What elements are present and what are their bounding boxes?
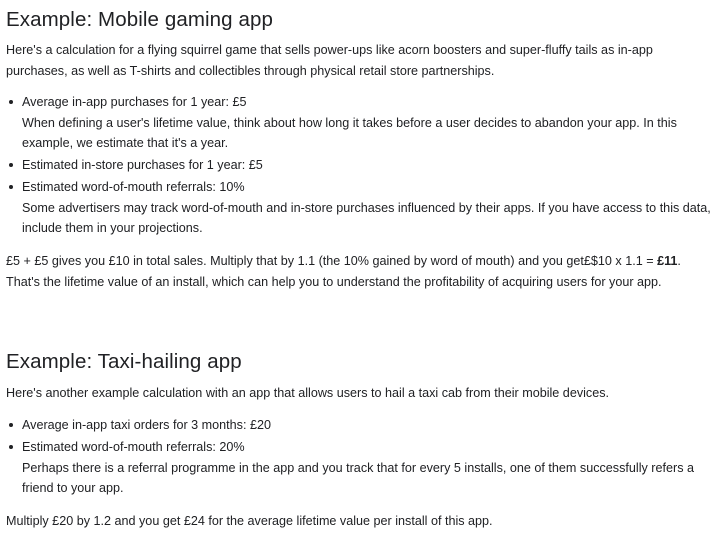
section-heading-mobile-gaming: Example: Mobile gaming app xyxy=(6,8,273,31)
section-intro-paragraph: Here's a calculation for a flying squirrel game that sells power-ups like acorn boosters and super-fluffy tails as in-app purchases, as well as T-shirts and collectibles through physical retail store partnerships. xyxy=(6,43,653,78)
summary-paragraph: Multiply £20 by 1.2 and you get £24 for the average lifetime value per install of this app. xyxy=(6,514,493,528)
summary-text: £5 + £5 gives you £10 in total sales. Multiply that by 1.1 (the 10% gained by word of mouth) and you get£$10 x 1.1 = xyxy=(6,254,658,268)
summary-paragraph xyxy=(6,251,716,292)
list-item-label: Estimated word-of-mouth referrals: 10% xyxy=(22,180,245,194)
section-heading-taxi-hailing: Example: Taxi-hailing app xyxy=(6,350,242,373)
list-item-label: Estimated word-of-mouth referrals: 20% xyxy=(22,440,245,454)
section-intro-paragraph: Here's another example calculation with an app that allows users to hail a taxi cab from their mobile devices. xyxy=(6,386,610,400)
list-item xyxy=(6,437,712,500)
bullet-list-mobile-gaming xyxy=(6,92,712,240)
summary-period: . xyxy=(677,254,681,268)
list-item xyxy=(6,415,712,437)
list-item-label: Average in-app taxi orders for 3 months: £20 xyxy=(22,418,271,432)
list-item-label: Estimated in-store purchases for 1 year: £5 xyxy=(22,158,263,172)
list-item-detail: When defining a user's lifetime value, think about how long it takes before a user decides to abandon your app. In this example, we estimate that it's a year. xyxy=(22,115,677,150)
list-item-detail: Some advertisers may track word-of-mouth and in-store purchases influenced by their apps. If you have access to this data, include them in your projections. xyxy=(22,200,711,235)
list-item-detail: Perhaps there is a referral programme in the app and you track that for every 5 installs, one of them successfully refers a friend to your app. xyxy=(22,460,694,495)
list-item-label: Average in-app purchases for 1 year: £5 xyxy=(22,95,247,109)
bullet-list-taxi-hailing xyxy=(6,415,712,500)
list-item xyxy=(6,92,712,155)
summary-second-line: That's the lifetime value of an install, which can help you to understand the profitability of acquiring users for your app. xyxy=(6,274,662,289)
list-item xyxy=(6,155,712,177)
list-item xyxy=(6,177,712,240)
summary-result-value: £11 xyxy=(657,254,678,268)
